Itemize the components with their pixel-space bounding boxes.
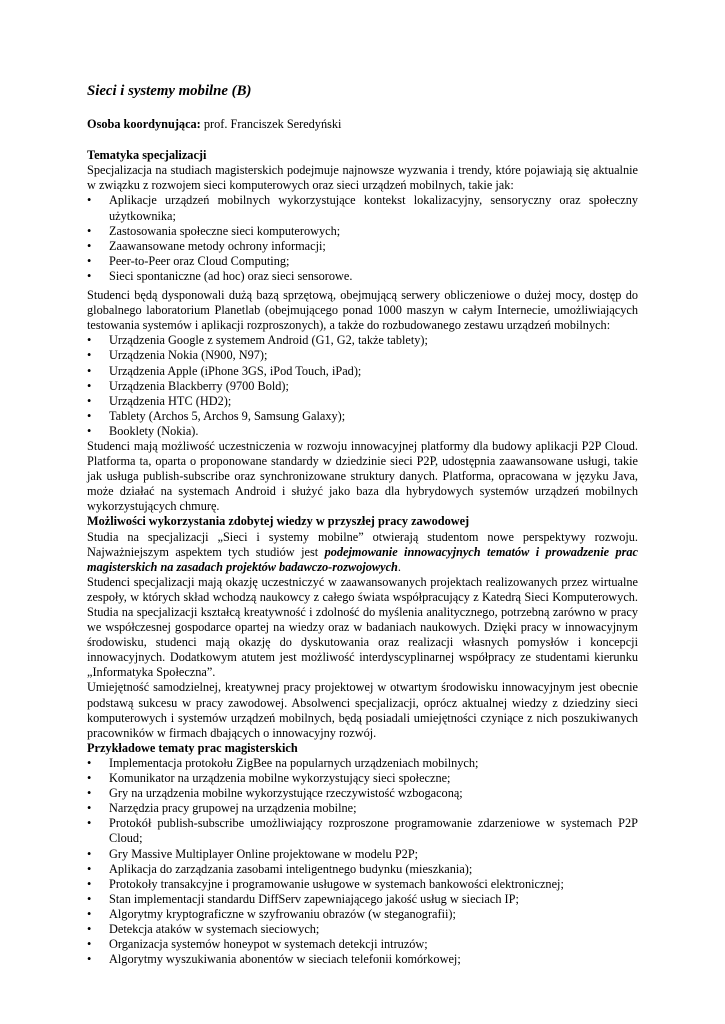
list-item [87,409,638,424]
list-item-text: Narzędzia pracy grupowej na urządzenia mobilne; [109,801,357,816]
list-item-text: Zaawansowane metody ochrony informacji; [109,238,326,253]
list-item-text: Algorytmy wyszukiwania abonentów w sieciach telefonii komórkowej; [109,952,461,967]
list-item [87,239,638,254]
section-heading-theses: Przykładowe tematy prac magisterskich [87,740,298,755]
list-item [87,379,638,394]
equipment-paragraph: Studenci będą dysponowali dużą bazą sprzętową, obejmującą serwery obliczeniowe o dużej mocy, dostęp do globalnego laboratorium Planetlab (obejmującego ponad 1000 maszyn w całym Internecie, umożliwiających testowania systemów i aplikacji rozproszonych), a także do rozbudowanego zestawu urządzeń mobilnych: [87,288,638,333]
list-item-text: Detekcja ataków w systemach sieciowych; [109,921,320,936]
bullet-icon: • [87,876,92,891]
list-item [87,952,638,967]
career-p1-emphasis: podejmowanie innowacyjnych tematów i prowadzenie prac magisterskich na zasadach projektów badawczo-rozwojowych [87,544,639,574]
topics-intro: Specjalizacja na studiach magisterskich podejmuje najnowsze wyzwania i trendy, które pojawiają się aktualnie w związku z rozwojem sieci komputerowych oraz sieci urządzeń mobilnych, takie jak: [87,163,638,193]
list-item-text: Sieci spontaniczne (ad hoc) oraz sieci sensorowe. [109,268,353,283]
list-item-text: Zastosowania społeczne sieci komputerowych; [109,223,341,238]
bullet-icon: • [87,348,92,363]
list-item [87,756,638,771]
list-item-text: Urządzenia Apple (iPhone 3GS, iPod Touch, iPad); [109,363,362,378]
bullet-icon: • [87,786,92,801]
bullet-icon: • [87,771,92,786]
list-item-text: Organizacja systemów honeypot w systemach detekcji intruzów; [109,937,428,952]
list-item-text: Urządzenia HTC (HD2); [109,393,232,408]
bullet-icon: • [87,423,92,438]
list-item-text: Gry na urządzenia mobilne wykorzystujące rzeczywistość wzbogaconą; [109,786,463,801]
list-item [87,786,638,801]
bullet-icon: • [87,755,92,770]
list-item [87,771,638,786]
platform-paragraph: Studenci mają możliwość uczestniczenia w rozwoju innowacyjnej platformy dla budowy aplikacji P2P Cloud. Platforma ta, oparta o proponowane standardy w dziedzinie sieci P2P, udostępnia zaawansowane usługi, takie jak usługa publish-subscribe oraz synchronizowane struktury danych. Platforma, opracowana w języku Java, może działać na systemach Android i służyć jako baza dla hybrydowych systemów urządzeń mobilnych wykorzystujących chmurę. [87,438,638,514]
bullet-icon: • [87,801,92,816]
section-heading-topics: Tematyka specjalizacji [87,148,207,163]
list-item [87,892,638,907]
list-item [87,348,638,363]
document-page [87,84,638,967]
list-item [87,193,638,223]
topics-list [87,193,638,284]
list-item [87,254,638,269]
list-item [87,424,638,439]
list-item [87,877,638,892]
bullet-icon: • [87,193,92,208]
bullet-icon: • [87,921,92,936]
list-item-text: Protokół publish-subscribe umożliwiający rozproszone programowanie zdarzeniowe w systemach P2P Cloud; [109,816,638,846]
list-item-text: Urządzenia Blackberry (9700 Bold); [109,378,289,393]
career-paragraph-1 [87,530,638,575]
list-item [87,907,638,922]
bullet-icon: • [87,937,92,952]
list-item [87,801,638,816]
list-item [87,224,638,239]
list-item [87,937,638,952]
list-item-text: Algorytmy kryptograficzne w szyfrowaniu obrazów (w steganografii); [109,906,456,921]
list-item [87,816,638,846]
devices-list [87,333,638,439]
bullet-icon: • [87,253,92,268]
career-paragraph-3: Umiejętność samodzielnej, kreatywnej pracy projektowej w otwartym środowisku innowacyjnym jest obecnie podstawą sukcesu w pracy zawodowej. Absolwenci specjalizacji, oprócz aktualnej wiedzy z dziedziny sieci komputerowych i systemów urządzeń mobilnych, będą posiadali umiejętności czyniące z nich poszukiwanych pracowników w firmach dbających o innowacyjny rozwój. [87,680,638,740]
list-item [87,862,638,877]
coordinator-name: prof. Franciszek Seredyński [200,117,342,132]
list-item-text: Gry Massive Multiplayer Online projektowane w modelu P2P; [109,846,419,861]
bullet-icon: • [87,333,92,348]
list-item [87,922,638,937]
list-item-text: Implementacja protokołu ZigBee na popularnych urządzeniach mobilnych; [109,755,479,770]
list-item-text: Protokoły transakcyjne i programowanie usługowe w systemach bankowości elektronicznej; [109,876,564,891]
list-item-text: Tablety (Archos 5, Archos 9, Samsung Galaxy); [109,408,346,423]
bullet-icon: • [87,268,92,283]
bullet-icon: • [87,408,92,423]
career-p1-start: Studia na specjalizacji „Sieci i systemy mobilne” otwierają studentom nowe perspektywy rozwoju. Najważniejszym aspektem tych studiów jest [87,529,638,559]
career-p1-end: . [397,559,401,574]
bullet-icon: • [87,952,92,967]
bullet-icon: • [87,393,92,408]
list-item [87,269,638,284]
list-item-text: Booklety (Nokia). [109,423,199,438]
list-item-text: Stan implementacji standardu DiffServ zapewniającego jakość usług w sieciach IP; [109,891,519,906]
coordinator-label: Osoba koordynująca: [87,117,201,132]
list-item-text: Aplikacja do zarządzania zasobami inteligentnego budynku (mieszkania); [109,861,473,876]
bullet-icon: • [87,816,92,831]
list-item [87,394,638,409]
coordinator-line [87,117,638,132]
bullet-icon: • [87,378,92,393]
bullet-icon: • [87,238,92,253]
theses-list [87,756,638,967]
bullet-icon: • [87,223,92,238]
bullet-icon: • [87,846,92,861]
page-title: Sieci i systemy mobilne (B) [87,83,252,99]
career-paragraph-2: Studenci specjalizacji mają okazję uczestniczyć w zaawansowanych projektach realizowanych przez wirtualne zespoły, w których skład wchodzą naukowcy z całego świata współpracujący z Katedrą Sieci Komputerowych. Studia na specjalizacji kształcą kreatywność i zdolność do myślenia analitycznego, potrzebną zarówno w pracy we współczesnej gospodarce opartej na wiedzy oraz w badaniach naukowych. Dzięki pracy w innowacyjnym środowisku, studenci mają okazję do dyskutowania oraz realizacji własnych pomysłów i koncepcji innowacyjnych. Dodatkowym atutem jest możliwość interdyscyplinarnej współpracy ze studentami kierunku „Informatyka Społeczna”. [87,574,638,680]
list-item-text: Komunikator na urządzenia mobilne wykorzystujący sieci społeczne; [109,771,451,786]
list-item [87,364,638,379]
list-item-text: Urządzenia Google z systemem Android (G1, G2, także tablety); [109,333,428,348]
section-heading-career: Możliwości wykorzystania zdobytej wiedzy w przyszłej pracy zawodowej [87,514,470,529]
list-item [87,847,638,862]
list-item-text: Aplikacje urządzeń mobilnych wykorzystujące kontekst lokalizacyjny, sensoryczny oraz społeczny użytkownika; [109,193,638,223]
bullet-icon: • [87,861,92,876]
list-item-text: Peer-to-Peer oraz Cloud Computing; [109,253,290,268]
bullet-icon: • [87,891,92,906]
bullet-icon: • [87,906,92,921]
list-item [87,333,638,348]
bullet-icon: • [87,363,92,378]
list-item-text: Urządzenia Nokia (N900, N97); [109,348,268,363]
